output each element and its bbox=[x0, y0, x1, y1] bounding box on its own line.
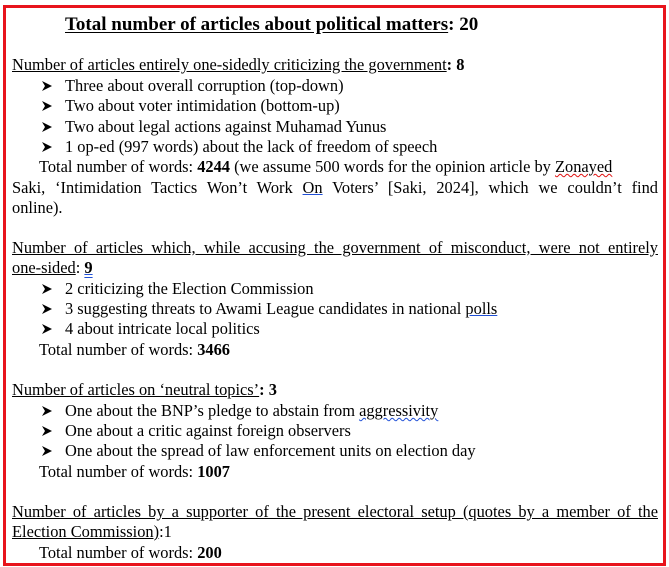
total-value: 3466 bbox=[197, 340, 230, 359]
grammar-flag-word: aggressivity bbox=[359, 401, 439, 420]
list-item bbox=[41, 117, 386, 137]
section4-total bbox=[39, 543, 222, 563]
list-item-text: 2 criticizing the Election Commission bbox=[65, 279, 314, 298]
note-line bbox=[12, 198, 63, 218]
section2-total bbox=[39, 340, 230, 360]
section1-total bbox=[39, 157, 612, 177]
list-item bbox=[41, 76, 344, 96]
section3-heading-text: Number of articles on ‘neutral topics’ bbox=[12, 380, 260, 399]
list-item-text: 1 op-ed (997 words) about the lack of freedom of speech bbox=[65, 137, 438, 156]
list-item-text: Three about overall corruption (top-down) bbox=[65, 76, 344, 95]
total-label: Total number of words: bbox=[39, 157, 198, 176]
total-label: Total number of words: bbox=[39, 543, 198, 562]
note-line bbox=[12, 178, 658, 198]
list-item-text: One about the spread of law enforcement units on election day bbox=[65, 441, 476, 460]
list-item bbox=[41, 401, 438, 421]
section4-heading-text: Election Commission) bbox=[12, 522, 160, 541]
grammar-flag-word: On bbox=[302, 178, 323, 197]
list-item bbox=[41, 319, 260, 339]
arrowhead-bullet-icon bbox=[41, 441, 65, 461]
list-item-text: 3 suggesting threats to Awami League candidates in national bbox=[65, 299, 466, 318]
section2-heading-text: one-sided bbox=[12, 258, 76, 277]
section1-heading-text: Number of articles entirely one-sidedly criticizing the government bbox=[12, 55, 447, 74]
note-text: Voters’ [Saki, 2024], which we couldn’t find bbox=[322, 178, 658, 197]
total-label: Total number of words: bbox=[39, 462, 198, 481]
section2-heading-text: Number of articles which, while accusing the government of misconduct, were not entirely bbox=[12, 238, 658, 257]
title-text: Total number of articles about political matters bbox=[65, 14, 449, 35]
arrowhead-bullet-icon bbox=[41, 299, 65, 319]
arrowhead-bullet-icon bbox=[41, 401, 65, 421]
section4-heading-text: Number of articles by a supporter of the present electoral setup (quotes by a member of the bbox=[12, 502, 658, 521]
total-label: Total number of words: bbox=[39, 340, 198, 359]
section2-heading bbox=[12, 238, 658, 258]
list-item-text: 4 about intricate local politics bbox=[65, 319, 260, 338]
list-item bbox=[41, 421, 351, 441]
list-item-text: One about the BNP’s pledge to abstain from bbox=[65, 401, 360, 420]
total-value: 1007 bbox=[197, 462, 230, 481]
total-value: 200 bbox=[197, 543, 222, 562]
section3-heading bbox=[12, 380, 277, 400]
list-item-text: One about a critic against foreign observers bbox=[65, 421, 351, 440]
list-item bbox=[41, 96, 340, 116]
list-item bbox=[41, 137, 437, 157]
section1-heading bbox=[12, 55, 464, 75]
section3-count: : 3 bbox=[259, 380, 277, 399]
note-text: online). bbox=[12, 198, 63, 217]
section2-heading-cont bbox=[12, 258, 93, 278]
section4-heading bbox=[12, 502, 658, 522]
list-item-text: Two about voter intimidation (bottom-up) bbox=[65, 96, 340, 115]
arrowhead-bullet-icon bbox=[41, 117, 65, 137]
title-count: : 20 bbox=[448, 14, 479, 35]
arrowhead-bullet-icon bbox=[41, 137, 65, 157]
spellcheck-word: Zonayed bbox=[554, 157, 613, 176]
section4-heading-cont bbox=[12, 522, 172, 542]
note-text: Saki, ‘Intimidation Tactics Won’t Work bbox=[12, 178, 303, 197]
list-item bbox=[41, 279, 314, 299]
list-item bbox=[41, 441, 476, 461]
arrowhead-bullet-icon bbox=[41, 76, 65, 96]
section1-count: : 8 bbox=[446, 55, 465, 74]
arrowhead-bullet-icon bbox=[41, 421, 65, 441]
section3-total bbox=[39, 462, 230, 482]
arrowhead-bullet-icon bbox=[41, 319, 65, 339]
count-separator: : bbox=[75, 258, 85, 277]
grammar-flag-word: polls bbox=[465, 299, 498, 318]
total-value: 4244 bbox=[197, 157, 230, 176]
list-item bbox=[41, 299, 497, 319]
section4-count: :1 bbox=[159, 522, 172, 541]
arrowhead-bullet-icon bbox=[41, 96, 65, 116]
note-text: (we assume 500 words for the opinion article by bbox=[229, 157, 555, 176]
section2-count: 9 bbox=[84, 258, 93, 277]
page-title bbox=[65, 13, 478, 37]
list-item-text: Two about legal actions against Muhamad Yunus bbox=[65, 117, 387, 136]
arrowhead-bullet-icon bbox=[41, 279, 65, 299]
